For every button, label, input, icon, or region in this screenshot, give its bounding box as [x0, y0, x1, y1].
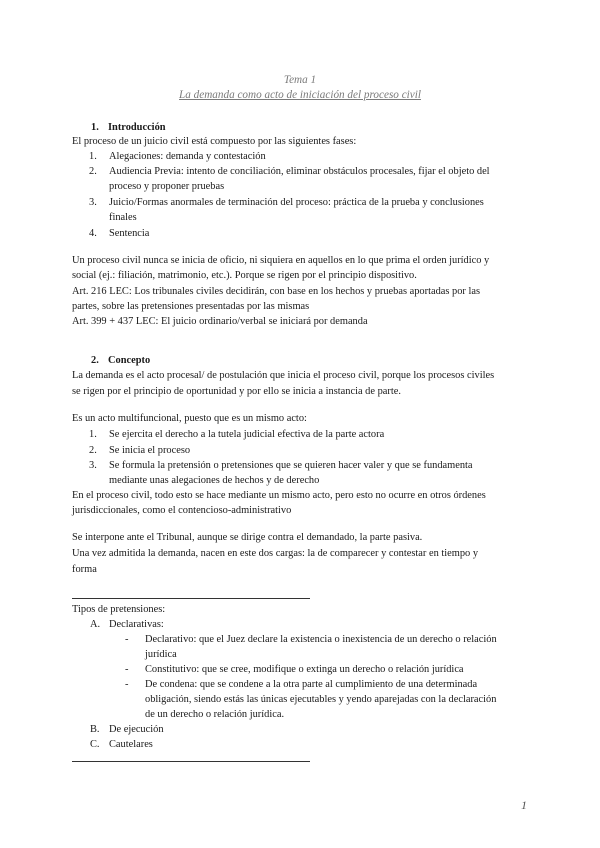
list-text: de un derecho o relación jurídica.: [145, 708, 285, 720]
list-number: 2.: [89, 444, 97, 456]
section-1-heading: Introducción: [108, 122, 166, 133]
section-2-definition: [72, 368, 532, 400]
list-text: obligación, siendo estás las únicas ejecutables y yendo aparejadas con la declaración: [145, 693, 497, 705]
doc-subtitle: La demanda como acto de iniciación del proceso civil: [179, 89, 421, 101]
list-text: mediante unas alegaciones de hechos y de derecho: [109, 474, 320, 486]
type-label: Declarativas:: [109, 619, 164, 630]
list-text: Juicio/Formas anormales de terminación del proceso: práctica de la prueba y conclusiones: [109, 197, 484, 209]
list-dash: -: [125, 634, 129, 645]
list-text: De condena: que se condene a la otra parte al cumplimiento de una determinada: [145, 678, 478, 690]
list-text: Declarativo: que el Juez declare la existencia o inexistencia de un derecho o relación: [145, 634, 497, 645]
list-text: proceso y proponer pruebas: [109, 181, 225, 193]
list-number: 1.: [89, 151, 97, 162]
list-text: Se ejercita el derecho a la tutela judicial efectiva de la parte actora: [109, 429, 385, 440]
doc-title: Tema 1: [283, 74, 317, 86]
list-text: Se inicia el proceso: [109, 444, 191, 456]
list-item: [125, 678, 497, 723]
type-label: Cautelares: [109, 739, 153, 750]
list-number: 1.: [89, 429, 97, 440]
paragraph-line: jurisdiccionales, como el contencioso-administrativo: [72, 505, 292, 517]
paragraph-line: forma: [72, 564, 97, 576]
list-number: 2.: [89, 166, 97, 178]
paragraph-line: Art. 399 + 437 LEC: El juicio ordinario/verbal se iniciará por demanda: [72, 316, 368, 328]
list-number: 3.: [89, 197, 97, 209]
list-text: Constitutivo: que se cree, modifique o extinga un derecho o relación jurídica: [145, 664, 464, 676]
paragraph-line: social (ej.: filiación, matrimonio, etc.). Porque se rigen por el principio dispositivo.: [72, 270, 417, 282]
list-text: Audiencia Previa: intento de conciliación, eliminar obstáculos procesales, fijar el objeto del: [109, 166, 490, 178]
paragraph-line: En el proceso civil, todo esto se hace mediante un mismo acto, pero esto no ocurre en otros órdenes: [72, 490, 486, 501]
list-text: finales: [109, 211, 137, 223]
list-item: [89, 227, 490, 242]
paragraph-line: partes, sobre las pretensiones presentadas por las mismas: [72, 300, 310, 312]
section-1-number: 1.: [91, 122, 99, 133]
section-2-multifunctional: Es un acto multifuncional, puesto que es un mismo acto:: [72, 413, 307, 424]
list-item: [89, 165, 490, 196]
list-item: [89, 150, 490, 165]
list-text: Se formula la pretensión o pretensiones que se quieren hacer valer y que se fundamenta: [109, 460, 473, 471]
paragraph-line: La demanda es el acto procesal/ de postulación que inicia el proceso civil, porque los procesos civiles: [72, 370, 495, 381]
list-text: jurídica: [145, 648, 177, 660]
declarative-subtypes-list: [125, 633, 497, 723]
section-1-paragraph: [72, 253, 532, 329]
footnote-separator-bottom: [72, 761, 310, 762]
paragraph-line: Se interpone ante el Tribunal, aunque se dirige contra el demandado, la parte pasiva.: [72, 532, 423, 543]
page-number: 1: [521, 798, 527, 812]
list-dash: -: [125, 664, 129, 676]
section-2-heading: Concepto: [108, 355, 151, 366]
section-2-civil-paragraph: [72, 488, 532, 519]
list-item: [89, 459, 473, 489]
list-item: [125, 663, 497, 678]
type-letter: C.: [90, 739, 100, 750]
section-2-number: 2.: [91, 355, 99, 366]
paragraph-line: Un proceso civil nunca se inicia de oficio, ni siquiera en aquellos en lo que prima el orden jurídico y: [72, 255, 490, 266]
list-text: Sentencia: [109, 227, 150, 239]
section-1-intro: El proceso de un juicio civil está compuesto por las siguientes fases:: [72, 136, 357, 147]
list-item: [125, 633, 497, 663]
list-item: [89, 196, 490, 227]
paragraph-line: se rigen por el principio de oportunidad y por ello se inicia a instancia de parte.: [72, 386, 401, 397]
list-item: [89, 444, 473, 460]
list-number: 4.: [89, 227, 97, 239]
paragraph-line: Una vez admitida la demanda, nacen en este dos cargas: la de comparecer y contestar en tiempo y: [72, 548, 479, 560]
list-number: 3.: [89, 460, 97, 471]
type-label: De ejecución: [109, 724, 164, 735]
type-letter: B.: [90, 724, 100, 735]
functions-list: [89, 428, 473, 489]
list-dash: -: [125, 678, 129, 690]
type-letter: A.: [90, 619, 101, 630]
section-2-filing-paragraph: [72, 530, 532, 579]
phases-list: [89, 150, 490, 242]
paragraph-line: Art. 216 LEC: Los tribunales civiles decidirán, con base en los hechos y pruebas aportadas por las: [72, 285, 481, 297]
list-text: Alegaciones: demanda y contestación: [109, 151, 266, 162]
footnote-separator-top: [72, 598, 310, 599]
list-item: [89, 428, 473, 444]
footnote-title: Tipos de pretensiones:: [72, 604, 166, 615]
